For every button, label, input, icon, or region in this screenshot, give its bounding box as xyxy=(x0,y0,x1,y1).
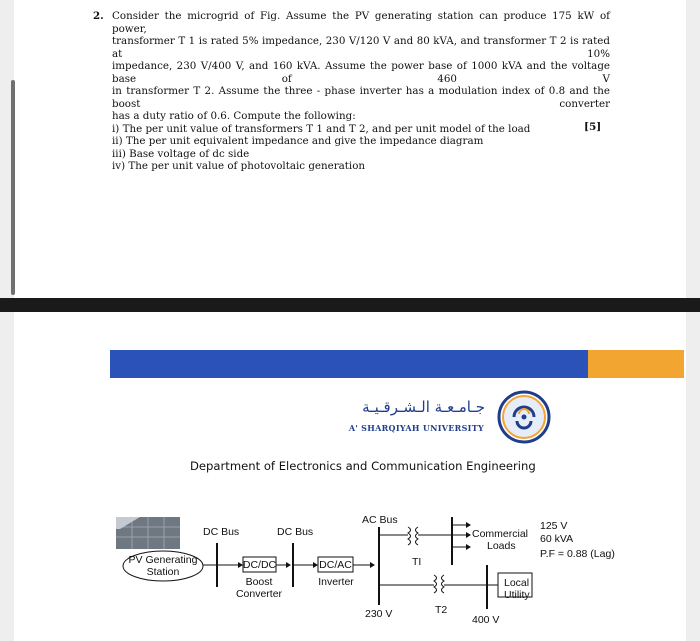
university-logo-icon xyxy=(497,390,551,444)
t2-label: T2 xyxy=(435,604,448,616)
load-rating-1: 125 V xyxy=(540,520,568,532)
question-line: in transformer T 2. Assume the three - phase inverter has a modulation index of 0.8 and the boost converter xyxy=(112,85,610,110)
pv-station-label-1: PV Generating xyxy=(128,554,198,566)
department-title: Department of Electronics and Communication Engineering xyxy=(190,459,536,473)
ac-bus-label: AC Bus xyxy=(362,514,398,526)
question-line: has a duty ratio of 0.6. Compute the following: xyxy=(112,110,356,122)
transformer-t2-icon xyxy=(434,575,444,593)
dcac-label: DC/AC xyxy=(319,559,352,571)
commercial-label-2: Loads xyxy=(487,540,516,552)
dc-bus-2-label: DC Bus xyxy=(277,526,314,538)
page-edge-right xyxy=(686,0,700,298)
load-rating-3: P.F = 0.88 (Lag) xyxy=(540,548,615,560)
university-arabic-name: جـامـعـة الـشـرقـيـة xyxy=(362,398,485,416)
question-line: impedance, 230 V/400 V, and 160 kVA. Assume the power base of 1000 kVA and the voltage base of 460 V xyxy=(112,60,610,85)
question-text xyxy=(112,10,610,173)
t1-label: TI xyxy=(412,556,422,568)
pv-panels-icon xyxy=(116,517,180,549)
commercial-label-1: Commercial xyxy=(472,528,529,540)
local-utility-label-1: Local xyxy=(504,577,530,589)
university-name: A' SHARQIYAH UNIVERSITY xyxy=(348,423,484,433)
scroll-indicator[interactable] xyxy=(11,80,15,295)
header-band-blue xyxy=(110,350,588,378)
dcdc-label: DC/DC xyxy=(242,559,277,571)
pv-station-label-2: Station xyxy=(146,566,180,578)
voltage-230-label: 230 V xyxy=(365,608,393,620)
transformer-t1-icon xyxy=(408,527,418,545)
microgrid-diagram xyxy=(100,505,680,635)
question-number: 2. xyxy=(93,10,104,22)
dc-bus-1-label: DC Bus xyxy=(203,526,240,538)
marks-label: [5] xyxy=(584,121,602,133)
sub-question-i: i) The per unit value of transformers T 1 and T 2, and per unit model of the load xyxy=(112,122,531,135)
boost-label-2: Converter xyxy=(235,588,283,600)
header-band-orange xyxy=(588,350,684,378)
sub-question-iv: iv) The per unit value of photovoltaic generation xyxy=(112,160,366,172)
voltage-400-label: 400 V xyxy=(472,614,500,626)
inverter-label: Inverter xyxy=(318,576,354,588)
page-edge-right xyxy=(686,312,700,641)
boost-label-1: Boost xyxy=(245,576,273,588)
sub-question-iii: iii) Base voltage of dc side xyxy=(112,147,250,160)
page-edge-left xyxy=(0,312,14,641)
sub-question-ii: ii) The per unit equivalent impedance and give the impedance diagram xyxy=(112,135,484,147)
load-rating-2: 60 kVA xyxy=(540,533,574,545)
question-line: Consider the microgrid of Fig. Assume the PV generating station can produce 175 kW of power, xyxy=(112,10,610,35)
page-divider xyxy=(0,298,700,312)
question-line: transformer T 1 is rated 5% impedance, 230 V/120 V and 80 kVA, and transformer T 2 is rated at 10% xyxy=(112,35,610,60)
local-utility-label-2: Utility xyxy=(504,589,530,601)
